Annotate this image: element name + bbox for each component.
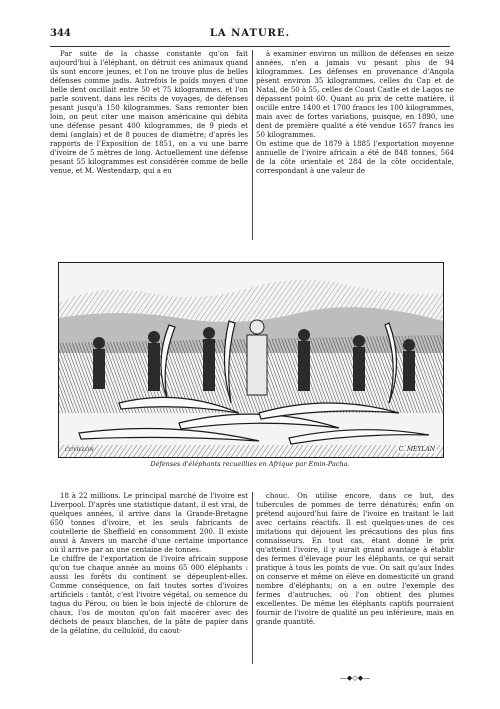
page-number: 344: [50, 28, 71, 39]
paragraph-top-right: à examiner environ un million de défenses en seize années, n'en a jamais vu pesant plus de 94 kilogrammes. Les défenses en provenance d'Angola pèsent environ 35 kilogrammes, celles du Cap et de Natal, de 50 à 55, celles de Coast Castle et de Lagos ne dépassent point 60. Quant au prix de cette matière, il oscille entre 1400 et 1700 francs les 100 kilogrammes, mais avec de fortes variations, puisque, en 1890, une dent de première qualité a été vendue 1657 francs les 50 kilogrammes. On estime que de 1879 à 1885 l'exportation moyenne annuelle de l'ivoire africain a été de 848 tonnes, 564 de la côte orientale et 284 de la côte occidentale, correspondant à une valeur de: [256, 50, 454, 175]
column-divider-top: [252, 50, 253, 240]
paragraph-bottom-right: chouc. On utilise encore, dans ce but, des tubercules de pommes de terre dénaturés; enfin on prétend aujourd'hui faire de l'ivoire en traitant le lait avec certains réactifs. Il est quelques-unes de ces imitations qui déjouent les précautions des plus fins connaisseurs. En tout cas, étant donné le prix qu'atteint l'ivoire, il y aurait grand avantage à établir des fermes d'élevage pour les éléphants, ce qui serait pratique à tous les points de vue. On sait qu'aux Indes on conserve et même on élève en domesticité un grand nombre d'éléphants; on a en outre l'exemple des fermes d'autruches, où l'on obtient des plumes excellentes. De même les éléphants captifs pourraient fournir de l'ivoire de qualité un peu inférieure, mais en grande quantité.: [256, 492, 454, 626]
artist-signature: C. MEYLAN: [398, 446, 435, 453]
column-divider-bottom: [252, 492, 253, 664]
elephant-tusks-engraving: [59, 263, 443, 457]
column-top-left: [50, 50, 248, 250]
paragraph-bottom-left: 18 à 22 millions. Le principal marché de l'ivoire est Liverpool. D'après une statistique datant, il est vrai, de quelques années, il arrive dans la Grande-Bretagne 650 tonnes d'ivoire, et les seuls fabricants de coutellerie de Sheffield en consomment 200. Il existe aussi à Anvers un marché d'une certaine importance où il arrive par an une centaine de tonnes. Le chiffre de l'exportation de l'ivoire africain suppose qu'on tue chaque année au moins 65 000 éléphants : aussi les forêts du continent se dépeuplent-elles. Comme conséquence, on fait toutes sortes d'ivoires artificiels : tantôt, c'est l'ivoire végétal, ou semence du tagua du Pérou, ou bien le bois injecté de chlorure de chaux, l'os de mouton qu'on fait macérer avec des déchets de peaux blanches, de la pâte de papier dans de la gélatine, du celluloïd, du caout-: [50, 492, 248, 635]
figure-caption: Défenses d'éléphants recueillies en Afrique par Emin-Pacha.: [150, 460, 350, 468]
column-bottom-right: [256, 492, 454, 692]
engraving-illustration: [58, 262, 444, 458]
paragraph-top-left: Par suite de la chasse constante qu'on fait aujourd'hui à l'éléphant, on détruit ces animaux quand ils sont encore jeunes, et l'on ne trouve plus de belles défenses comme jadis. Autrefois le poids moyen d'une belle dent oscillait entre 50 et 75 kilogrammes, et l'on parle souvent, dans les récits de voyages, de défenses pesant jusqu'à 150 kilogrammes. Sans remonter bien loin, on peut citer une maison américaine qui débita une défense pesant 400 kilogrammes, de 9 pieds et demi (anglais) et de 8 pouces de diamètre; d'après les rapports de l'Exposition de 1851, on a vu une barre d'ivoire de 5 mètres de long. Actuellement une défense pesant 55 kilogrammes est considérée comme de belle venue, et M. Westendarp, qui a eu: [50, 50, 248, 175]
journal-title: LA NATURE.: [209, 28, 291, 39]
column-bottom-left: [50, 492, 248, 692]
header-rule: [50, 46, 450, 47]
end-ornament: —◆◇◆—: [339, 674, 371, 682]
engraver-credit: CUVILLON: [65, 447, 94, 453]
column-top-right: [256, 50, 454, 250]
page-header: [50, 28, 450, 42]
